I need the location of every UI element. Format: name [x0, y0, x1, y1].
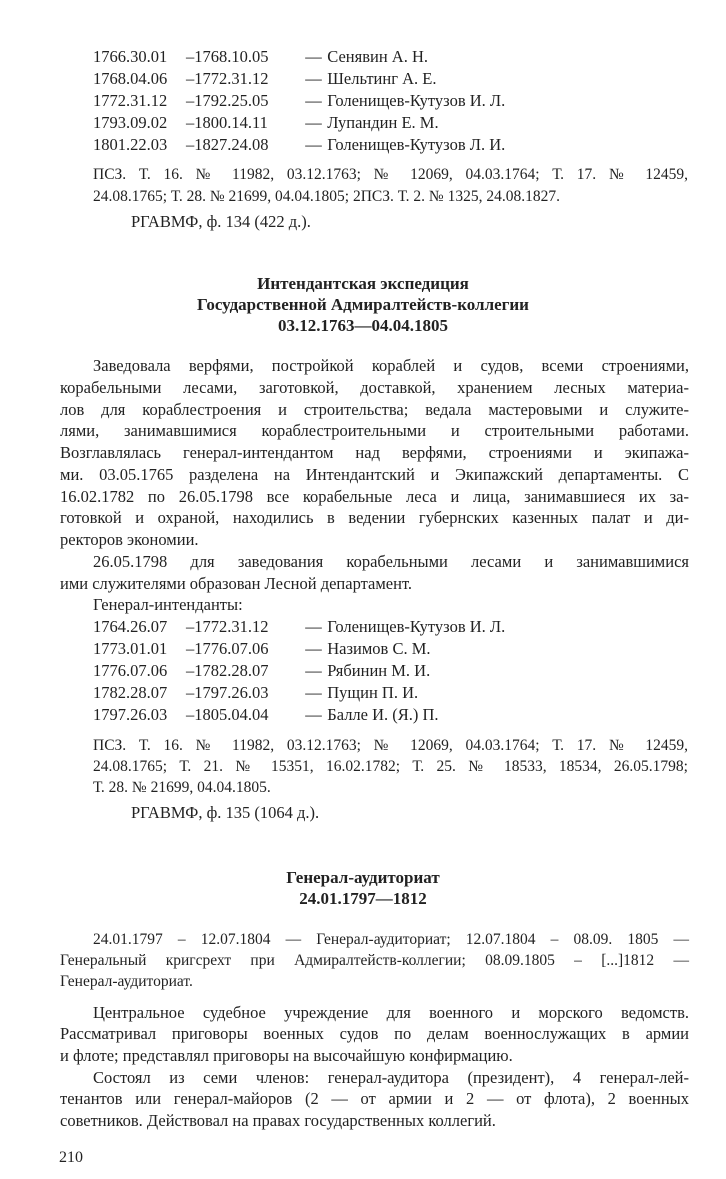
official-row: 1766.30.01 –1768.10.05 — Сенявин А. Н. — [93, 47, 428, 66]
official-row: 1768.04.06 –1772.31.12 — Шельтинг А. Е. — [93, 69, 437, 88]
official-row: 1793.09.02 –1800.14.11 — Лупандин Е. М. — [93, 113, 439, 132]
official-row: 1776.07.06 –1782.28.07 — Рябинин М. И. — [93, 661, 431, 680]
official-row: 1764.26.07 –1772.31.12 — Голенищев-Кутузов И. Л. — [93, 617, 506, 636]
sources-line: 24.08.1765; Т. 21. № 15351, 16.02.1782; Т. 25. № 18533, 18534, 26.05.1798; — [93, 758, 688, 775]
document-page: 1766.30.01 –1768.10.05 — Сенявин А. Н. 1768.04.06 –1772.31.12 — Шельтинг А. Е. 1772.31.12 –1792.25.05 — Голенищев-Кутузов И. Л. 1793.09.02 –1800.14.11 — Лупандин Е. М. 1801.22.03 –1827.24.08 — Голенищев-Кутузов Л. И. ПСЗ. Т. 16. № 11982, 03.12.1763; № 12069, 04.03.1764; Т. 17. № 12459, 24.08.1765; Т. 28. № 21699, 04.04.1805; 2ПСЗ. Т. 2. № 1325, 24.08.1827. РГАВМФ, ф. 134 (422 д.). Интендантская экспедиция Государственной Адмиралтейств-коллегии 03.12.1763—04.04.1805 Заведовала верфями, постройкой кораблей и судов, всеми строениями, корабельными лесами, заготовкой, доставкой, хранением лесных материа- лов для кораблестроения и строительства; ведала мастеровыми и служите- лями, занимавшимися кораблестроительными и строительными работами. Возглавлялась генерал-интендантом над верфями, строениями и экипажа- ми. 03.05.1765 разделена на Интендантский и Экипажский департаменты. С 16.02.1782 по 26.05.1798 все корабельные леса и лица, занимавшиеся их за- готовкой и охраной, находились в ведении губернских казенных палат и ди- ректоров экономии. 26.05.1798 для заведования корабельными лесами и занимавшимися ими служителями образован Лесной департамент. Генерал-интенданты: 1764.26.07 –1772.31.12 — Голенищев-Кутузов И. Л. 1773.01.01 –1776.07.06 — Назимов С. М. 1776.07.06 –1782.28.07 — Рябинин М. И. 1782.28.07 –1797.26.03 — Пущин П. И. 1797.26.03 –1805.04.04 — Балле И. (Я.) П. ПСЗ. Т. 16. № 11982, 03.12.1763; № 12069, 04.03.1764; Т. 17. № 12459, 24.08.1765; Т. 21. № 15351, 16.02.1782; Т. 25. № 18533, 18534, 26.05.1798; Т. 28. № 21699, 04.04.1805. РГАВМФ, ф. 135 (1064 д.). Генерал-аудиториат 24.01.1797—1812 24.01.1797 – 12.07.1804 — Генерал-аудиториат; 12.07.1804 – 08.09. 1805 — Генеральный кригсрехт при Адмиралтейств-коллегии; 08.09.1805 – [...]1812 — Генерал-аудиториат. Центральное судебное учреждение для военного и морского ведомств. Рассматривал приговоры военных судов по делам военнослужащих в армии и флоте; представлял приговоры на высочайшую конфирмацию. Состоял из семи членов: генерал-аудитора (президент), 4 генерал-лей- тенантов или генерал-майоров (2 — от армии и 2 — от флота), 2 военных советников. Действовал на правах государственных коллегий. 210 — [59, 47, 689, 1166]
official-row: 1773.01.01 –1776.07.06 — Назимов С. М. — [93, 639, 431, 658]
sources-line: ПСЗ. Т. 16. № 11982, 03.12.1763; № 12069, 04.03.1764; Т. 17. № 12459, — [93, 166, 688, 183]
sources-line: Т. 28. № 21699, 04.04.1805. — [93, 779, 271, 796]
official-row: 1797.26.03 –1805.04.04 — Балле И. (Я.) П. — [93, 705, 439, 724]
official-row: 1772.31.12 –1792.25.05 — Голенищев-Кутузов И. Л. — [93, 91, 506, 110]
list-heading: Генерал-интенданты: — [93, 595, 243, 614]
section-title: Государственной Адмиралтейств-коллегии — [197, 295, 529, 314]
sources-line: 24.08.1765; Т. 28. № 21699, 04.04.1805; 2ПСЗ. Т. 2. № 1325, 24.08.1827. — [93, 188, 560, 205]
section-dates: 03.12.1763—04.04.1805 — [278, 316, 448, 335]
archive-reference: РГАВМФ, ф. 135 (1064 д.). — [131, 803, 320, 822]
page-number: 210 — [59, 1149, 83, 1166]
official-row: 1782.28.07 –1797.26.03 — Пущин П. И. — [93, 683, 419, 702]
section-title: Интендантская экспедиция — [257, 274, 469, 293]
archive-reference: РГАВМФ, ф. 134 (422 д.). — [131, 212, 311, 231]
official-row: 1801.22.03 –1827.24.08 — Голенищев-Кутузов Л. И. — [93, 135, 506, 154]
sources-line: ПСЗ. Т. 16. № 11982, 03.12.1763; № 12069, 04.03.1764; Т. 17. № 12459, — [93, 737, 688, 754]
section-title: Генерал-аудиториат — [286, 868, 440, 887]
section-dates: 24.01.1797—1812 — [299, 889, 427, 908]
